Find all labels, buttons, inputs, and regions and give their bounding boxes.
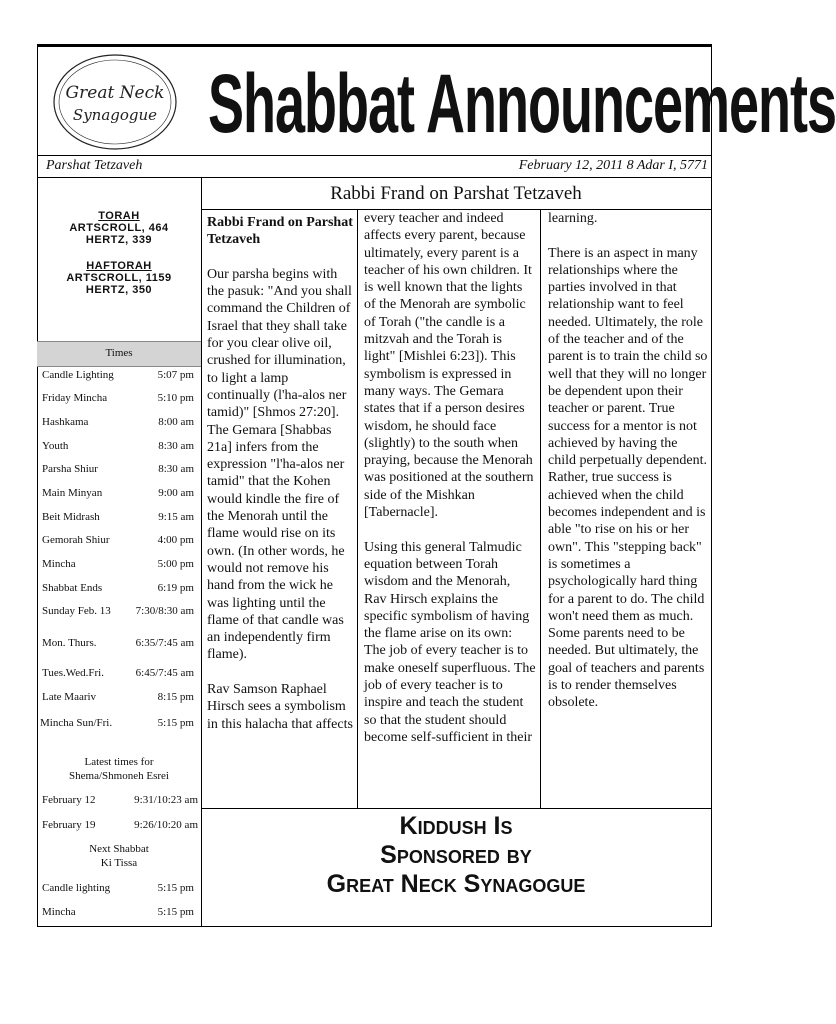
article-paragraph: There is an aspect in many relationships where the parties involved in that relationship want to feel needed. Ultimately, the role of the teacher and of the parent is to train the child so well that they will no longer be dependent upon their teacher or parent. True success for a mentor is not achieved by having the child perpetually dependent. Rather, true success is achieved when the child becomes independent and is able "to rise on his or her own". This "stepping back" is sometimes a psychologically hard thing for a parent to do. The child won't need them as much. Some parents need to be needed. But ultimately, the goal of teachers and parents is to render themselves obsolete. — [548, 245, 708, 711]
readings — [37, 210, 201, 296]
torah-hertz: HERTZ, 339 — [85, 234, 153, 246]
logo-line-2: Synagogue — [72, 106, 158, 124]
haftorah-heading: HAFTORAH — [86, 260, 152, 272]
times-heading: Times — [37, 341, 201, 367]
torah-heading: TORAH — [98, 210, 140, 222]
article-paragraph: every teacher and indeed affects every parent, because ultimately, every parent is a teacher of his own children. It is well known that the lights of the Menorah are symbolic of Torah ("the candle is a mitzvah and the Torah is light" [Mishlei 6:23]). This symbolism is expressed in many ways. The Gemara states that if a person desires wisdom, he should face (slightly) to the south when praying, because the Menorah was positioned at the southern side of the Mishkan [Tabernacle]. — [364, 211, 534, 521]
article-paragraph: Our parsha begins with the pasuk: "And you shall command the Children of Israel that they shall take for you clear olive oil, crushed for illumination, to light a lamp continually (l'ha-alos ner tamid)" [Shmos 27:20]. The Gemara [Shabbas 21a] infers from the expression "l'ha-alos ner tamid" that the Kohen would kindle the fire of the Menorah until the flame would rise on its own. (In other words, he would not remove his hand from the wick he was lighting until the flame of that candle was an independently firm flame). — [207, 266, 352, 663]
article-heading: Rabbi Frand on Parshat Tetzaveh — [207, 215, 353, 248]
page-title: Shabbat Announcements — [208, 57, 836, 151]
kiddush-sponsor: Kiddush Is Sponsored by Great Neck Synagogue — [326, 812, 586, 898]
torah-artscroll: ARTSCROLL, 464 — [69, 222, 169, 234]
article-paragraph: Using this general Talmudic equation between Torah wisdom and the Menorah, Rav Hirsch explains the specific symbolism of having the flame arise on its own: The job of every teacher is to make oneself superfluous. The job of every teacher is to inspire and teach the student so that the student should become self-sufficient in their — [364, 539, 536, 745]
haftorah-hertz: HERTZ, 350 — [85, 284, 153, 296]
latest-times-heading: Latest times for Shema/Shmoneh Esrei — [69, 756, 169, 782]
issue-date: February 12, 2011 8 Adar I, 5771 — [518, 158, 708, 173]
sidebar: TORAH ARTSCROLL, 464 HERTZ, 339 HAFTORAH ARTSCROLL, 1159 HERTZ, 350 Times Candle Lighting 5:07 pm Friday Mincha 5:10 pm Hashkama 8:00 am Youth 8:30 am Parsha Shiur 8:30 am Main Minyan 9:00 am Beit Midrash 9:15 am Gemorah Shiur 4:00 pm Mincha 5:00 pm Shabbat Ends 6:19 pm Sunday Feb. 13 7:30/8:30 am Mon. Thurs. 6:35/7:45 am Tues.Wed.Fri. 6:45/7:45 am Late Maariv 8:15 pm Mincha Sun/Fri. 5:15 pm Latest times for Shema/Shmoneh Esrei February 12 9:31/10:23 am February 19 9:26/10:20 am Next Shabbat Ki Tissa Candle lighting 5:15 pm Mincha 5:15 pm — [37, 178, 202, 926]
article-column-1 — [207, 210, 353, 808]
article-column-2 — [364, 210, 536, 808]
divider — [201, 808, 711, 809]
haftorah-artscroll: ARTSCROLL, 1159 — [66, 272, 172, 284]
article-paragraph: learning. — [548, 211, 598, 226]
divider — [37, 155, 712, 156]
article-title: Rabbi Frand on Parshat Tetzaveh — [330, 183, 582, 204]
article-column-3 — [548, 210, 708, 808]
logo-line-1: Great Neck — [65, 83, 165, 103]
column-divider — [540, 210, 541, 808]
column-divider — [357, 210, 358, 808]
next-shabbat-heading: Next Shabbat Ki Tissa — [89, 843, 149, 869]
article-paragraph: Rav Samson Raphael Hirsch sees a symbolism in this halacha that affects — [207, 682, 353, 732]
synagogue-logo — [52, 52, 178, 152]
parsha-name: Parshat Tetzaveh — [46, 158, 143, 173]
